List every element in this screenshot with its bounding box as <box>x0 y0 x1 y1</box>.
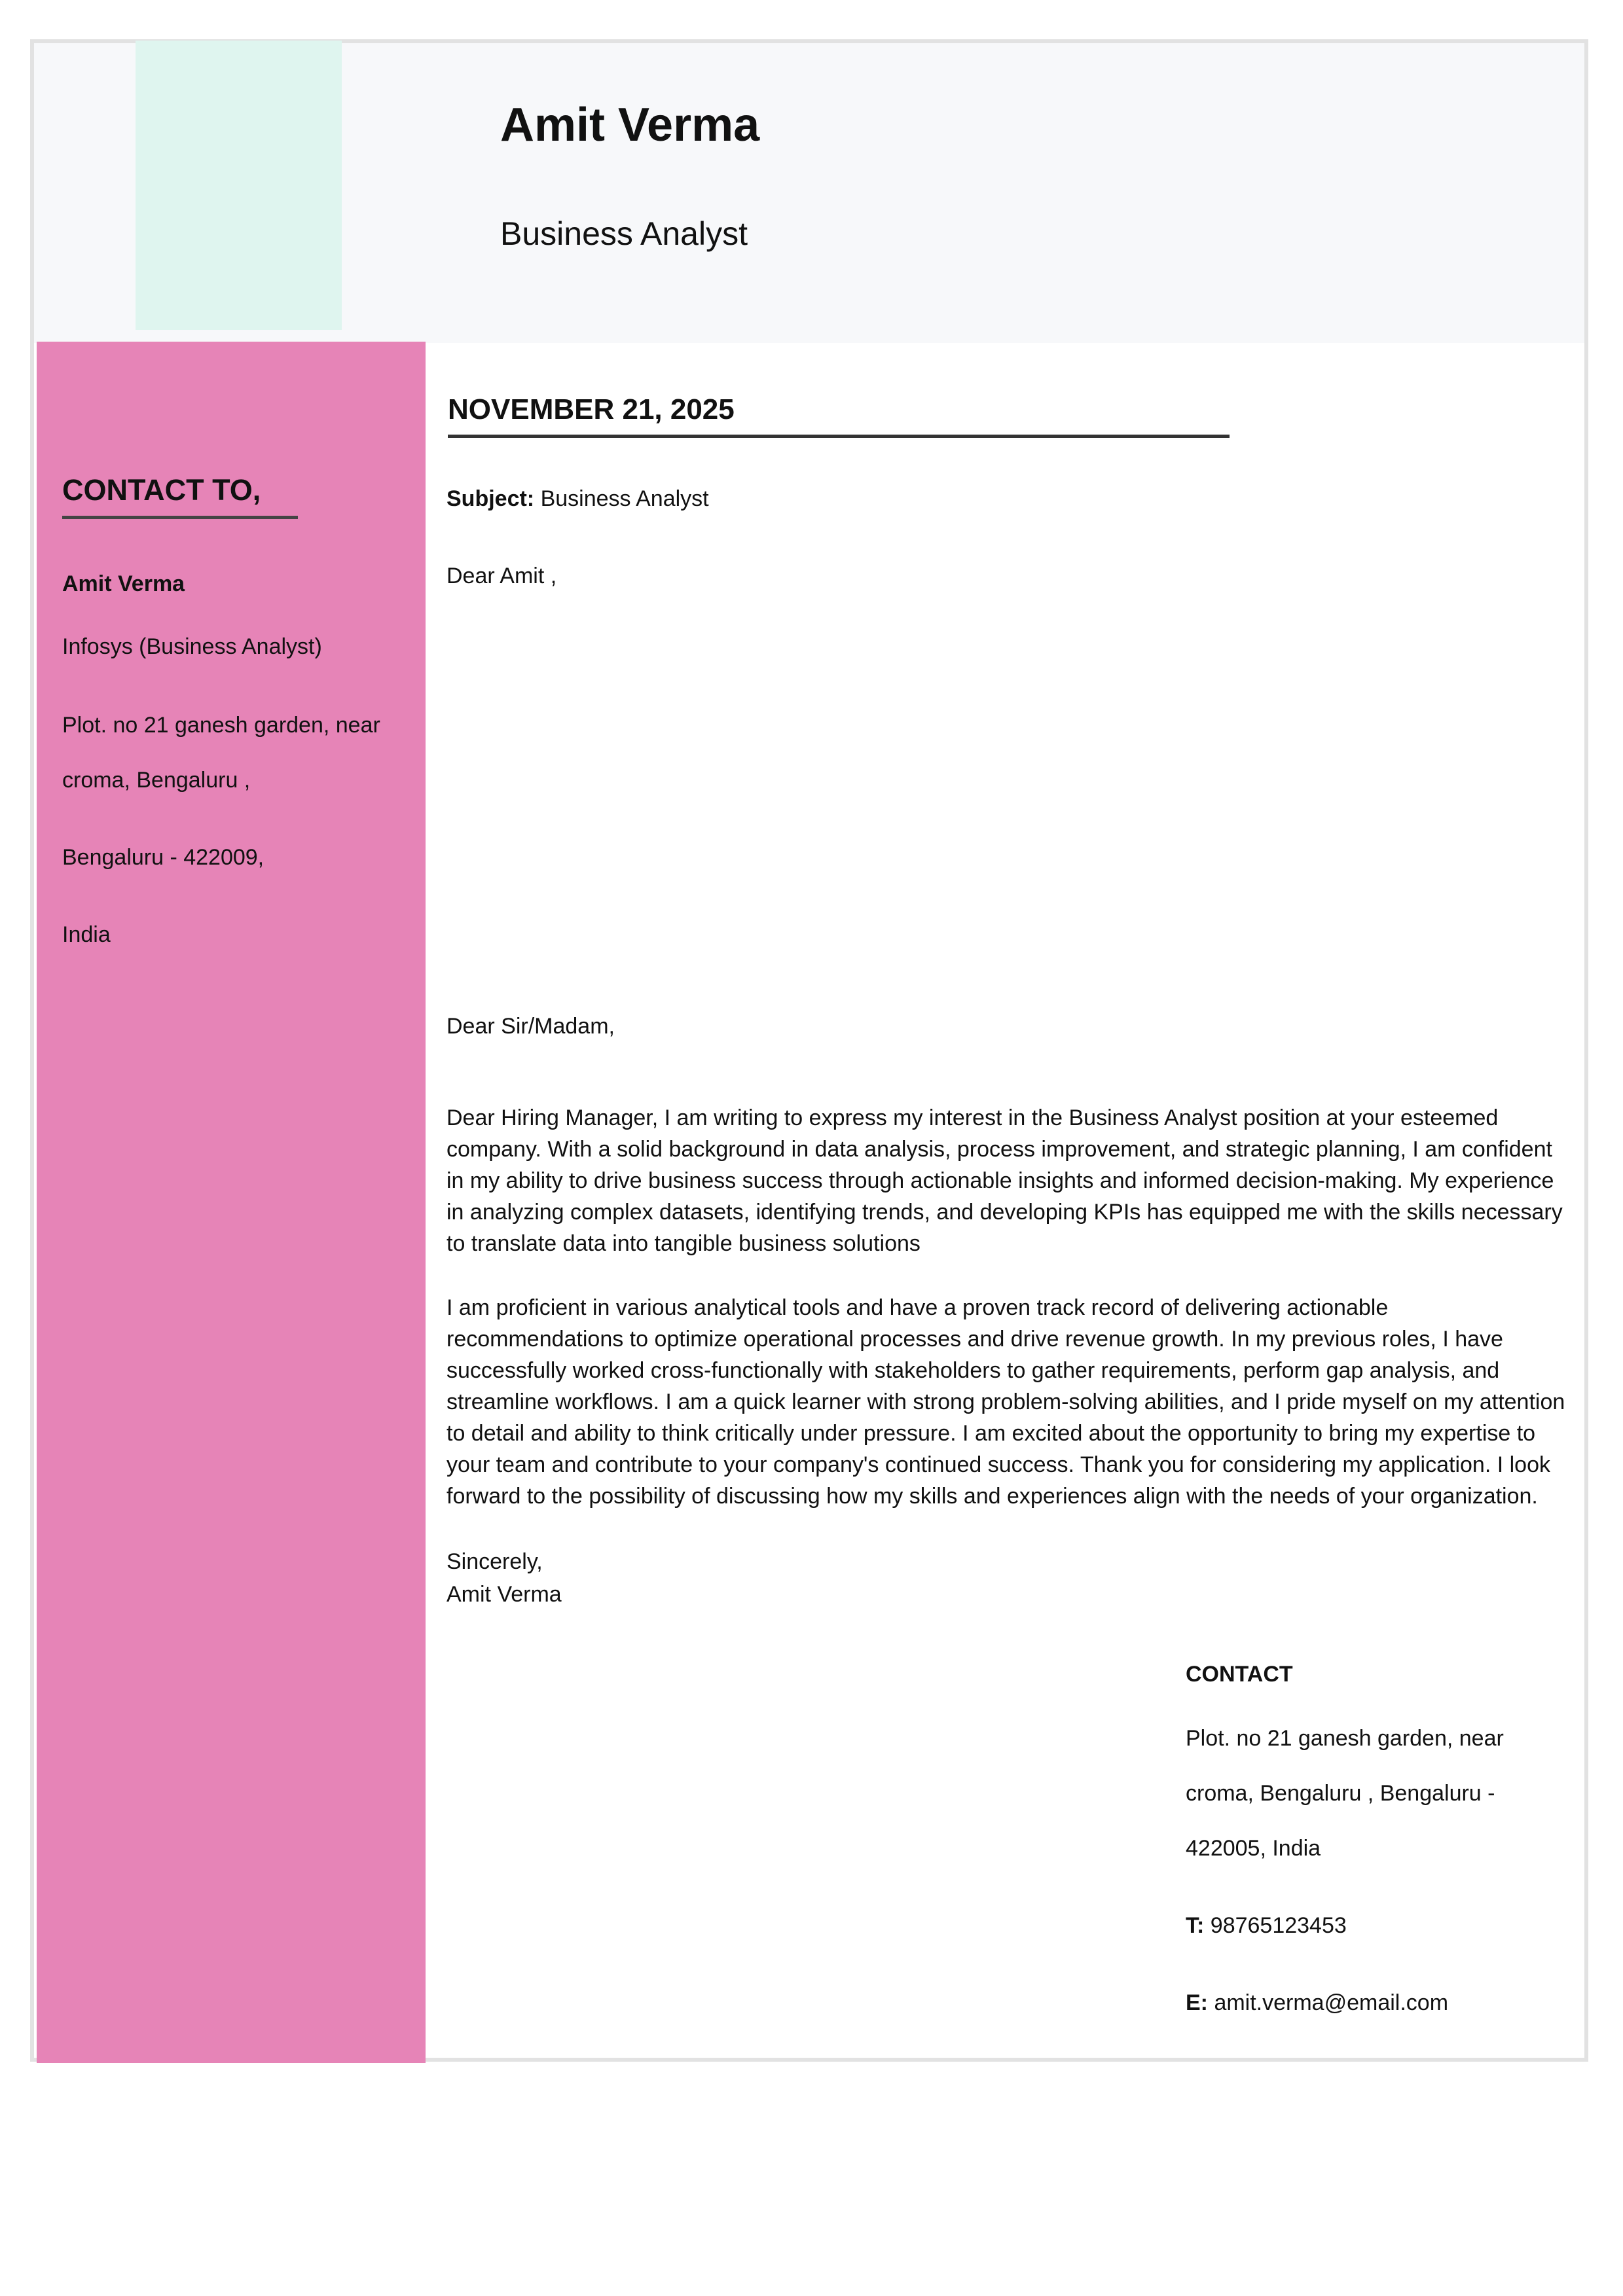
recipient-address-line2: croma, Bengaluru , <box>62 768 251 793</box>
salutation: Dear Sir/Madam, <box>447 1014 615 1039</box>
applicant-name: Amit Verma <box>500 99 760 151</box>
contact-phone <box>1186 1912 1347 1939</box>
email-label: E: <box>1186 1990 1208 2015</box>
subject-label: Subject: <box>447 486 535 511</box>
recipient-address-line3: Bengaluru - 422009, <box>62 845 264 870</box>
date-underline <box>448 435 1230 438</box>
recipient-address-line1: Plot. no 21 ganesh garden, near <box>62 713 380 738</box>
contact-email <box>1186 1990 1448 2017</box>
phone-value: 98765123453 <box>1210 1913 1347 1938</box>
applicant-role: Business Analyst <box>500 215 748 252</box>
recipient-company: Infosys (Business Analyst) <box>62 634 322 659</box>
contact-address-line3: 422005, India <box>1186 1836 1321 1861</box>
recipient-address-line4: India <box>62 922 111 947</box>
sidebar <box>37 342 426 2063</box>
contact-to-underline <box>62 516 298 519</box>
email-value: amit.verma@email.com <box>1214 1990 1449 2015</box>
contact-address-line2: croma, Bengaluru , Bengaluru - <box>1186 1781 1495 1806</box>
photo-placeholder <box>136 41 342 330</box>
contact-address-line1: Plot. no 21 ganesh garden, near <box>1186 1726 1504 1751</box>
contact-heading: CONTACT <box>1186 1662 1293 1687</box>
letter-date: NOVEMBER 21, 2025 <box>448 393 735 425</box>
recipient-name: Amit Verma <box>62 571 185 596</box>
closing: Sincerely, <box>447 1549 543 1574</box>
greeting: Dear Amit , <box>447 564 557 588</box>
body-paragraph-2: I am proficient in various analytical tools and have a proven track record of delivering actionable recommendations to optimize operational processes and drive revenue growth. In my previous roles, I have successfully worked cross-functionally with stakeholders to gather requirements, perform gap analysis, and streamline workflows. I am a quick learner with strong problem-solving abilities, and I pride myself on my attention to detail and ability to think critically under pressure. I am excited about the opportunity to bring my expertise to your team and contribute to your company's continued success. Thank you for considering my application. I look forward to the possibility of discussing how my skills and experiences align with the needs of your organization. <box>447 1295 1565 1509</box>
contact-to-heading: CONTACT TO, <box>62 473 261 507</box>
phone-label: T: <box>1186 1913 1205 1938</box>
signature: Amit Verma <box>447 1582 562 1607</box>
subject-value: Business Analyst <box>540 486 709 511</box>
subject-line <box>447 483 709 515</box>
body-paragraph-1: Dear Hiring Manager, I am writing to express my interest in the Business Analyst position at your esteemed company. With a solid background in data analysis, process improvement, and strategic planning, I am confident in my ability to drive business success through actionable insights and informed decision-making. My experience in analyzing complex datasets, identifying trends, and developing KPIs has equipped me with the skills necessary to translate data into tangible business solutions <box>447 1105 1563 1256</box>
